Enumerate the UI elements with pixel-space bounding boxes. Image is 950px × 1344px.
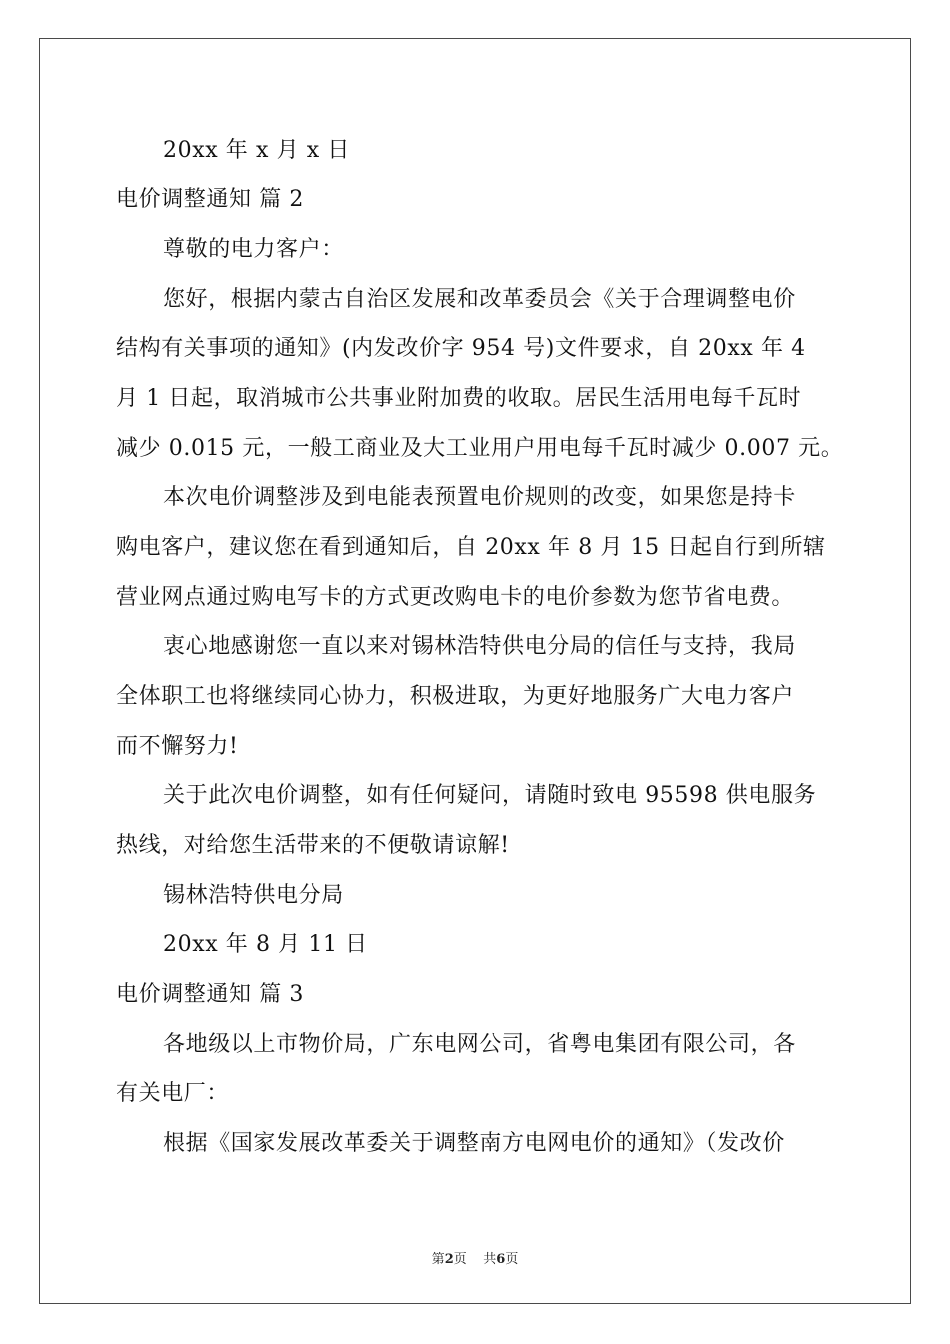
paragraph-line: 您好，根据内蒙古自治区发展和改革委员会《关于合理调整电价 [163, 287, 796, 312]
paragraph-line: 购电客户，建议您在看到通知后，自 20xx 年 8 月 15 日起自行到所辖 [116, 535, 826, 560]
date-line: 20xx 年 x 月 x 日 [163, 138, 350, 163]
signature-org: 锡林浩特供电分局 [163, 883, 344, 908]
footer-prefix: 第 [431, 1252, 445, 1267]
paragraph-line: 营业网点通过购电写卡的方式更改购电卡的电价参数为您节省电费。 [116, 585, 795, 610]
paragraph-line: 关于此次电价调整，如有任何疑问，请随时致电 95598 供电服务 [163, 783, 817, 808]
paragraph-line: 根据《国家发展改革委关于调整南方电网电价的通知》（发改价 [163, 1131, 785, 1156]
paragraph-line: 本次电价调整涉及到电能表预置电价规则的改变，如果您是持卡 [163, 485, 796, 510]
footer-suffix: 页 [505, 1252, 519, 1267]
page-frame [39, 38, 911, 1304]
paragraph-line: 月 1 日起，取消城市公共事业附加费的收取。居民生活用电每千瓦时 [116, 386, 802, 411]
paragraph-line: 结构有关事项的通知》(内发改价字 954 号)文件要求，自 20xx 年 4 [116, 336, 806, 361]
signature-date: 20xx 年 8 月 11 日 [163, 932, 368, 957]
footer-page-number: 2 [444, 1252, 454, 1267]
salutation: 尊敬的电力客户： [163, 237, 344, 262]
paragraph-line: 而不懈努力! [116, 734, 239, 759]
paragraph-line: 热线，对给您生活带来的不便敬请谅解! [116, 833, 510, 858]
page-footer [0, 1248, 950, 1267]
footer-total-pages: 6 [496, 1252, 506, 1267]
section-heading-3: 电价调整通知 篇 3 [116, 982, 304, 1007]
paragraph-line: 各地级以上市物价局，广东电网公司，省粤电集团有限公司，各 [163, 1032, 796, 1057]
footer-middle: 页 共 [453, 1252, 497, 1267]
paragraph-line: 减少 0.015 元，一般工商业及大工业用户用电每千瓦时减少 0.007 元。 [116, 436, 844, 461]
paragraph-line: 有关电厂： [116, 1081, 230, 1106]
paragraph-line: 衷心地感谢您一直以来对锡林浩特供电分局的信任与支持，我局 [163, 634, 796, 659]
paragraph-line: 全体职工也将继续同心协力，积极进取，为更好地服务广大电力客户 [116, 684, 795, 709]
section-heading-2: 电价调整通知 篇 2 [116, 187, 304, 212]
